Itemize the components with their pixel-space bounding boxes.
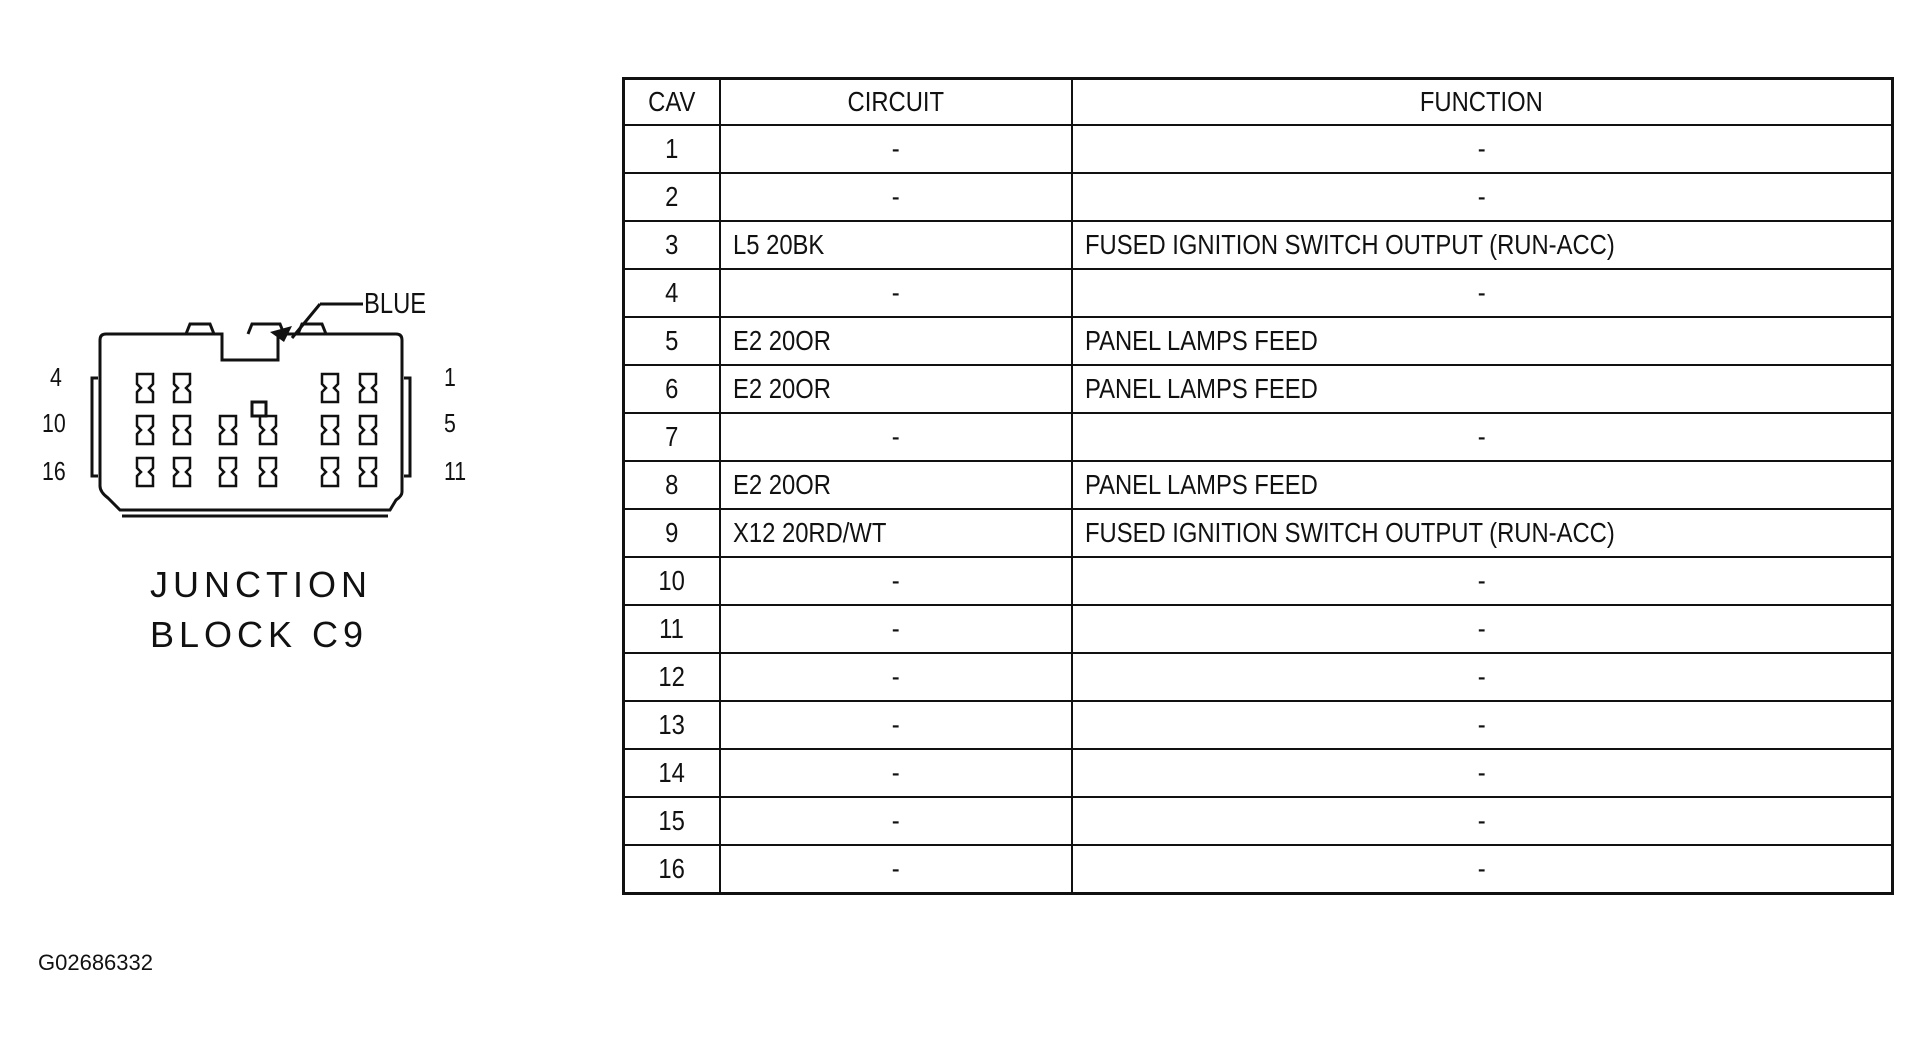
circuit-cell: - [720,701,1072,749]
circuit-cell: - [720,413,1072,461]
table-row [624,269,1893,317]
cav-cell: 6 [624,365,720,413]
circuit-cell: L5 20BK [720,221,1072,269]
cav-cell: 12 [624,653,720,701]
circuit-cell: E2 20OR [720,317,1072,365]
table-row [624,557,1893,605]
table-row [624,605,1893,653]
function-cell: - [1072,797,1893,845]
function-cell: PANEL LAMPS FEED [1072,365,1893,413]
circuit-cell: E2 20OR [720,461,1072,509]
table-row [624,701,1893,749]
connector-title-line2: BLOCK C9 [150,614,369,655]
cav-cell: 3 [624,221,720,269]
table-row [624,509,1893,557]
table-row [624,365,1893,413]
cav-cell: 10 [624,557,720,605]
function-cell: PANEL LAMPS FEED [1072,317,1893,365]
circuit-cell: - [720,557,1072,605]
circuit-cell: - [720,125,1072,173]
cav-cell: 16 [624,845,720,894]
cav-cell: 13 [624,701,720,749]
function-cell: - [1072,557,1893,605]
circuit-cell: - [720,653,1072,701]
cav-cell: 9 [624,509,720,557]
function-cell: - [1072,413,1893,461]
cav-cell: 1 [624,125,720,173]
cav-cell: 11 [624,605,720,653]
function-cell: - [1072,605,1893,653]
connector-drawing [30,280,500,560]
cav-cell: 2 [624,173,720,221]
circuit-cell: - [720,845,1072,894]
table-row [624,125,1893,173]
connector-title-line1: JUNCTION [150,564,372,605]
table-header-row [624,79,1893,126]
function-cell: - [1072,269,1893,317]
pin-label-16: 16 [42,456,66,486]
terminal-cavity [137,374,153,402]
cav-cell: 8 [624,461,720,509]
pin-label-5: 5 [444,408,456,438]
function-cell: FUSED IGNITION SWITCH OUTPUT (RUN-ACC) [1072,509,1893,557]
function-cell: - [1072,845,1893,894]
cav-cell: 7 [624,413,720,461]
terminal-cavity [137,416,153,444]
terminal-cavity [322,374,338,402]
terminal-cavity [137,458,153,486]
left-bracket [92,378,98,476]
function-cell: - [1072,653,1893,701]
function-cell: - [1072,125,1893,173]
terminal-cavity [322,416,338,444]
header-function: FUNCTION [1072,79,1893,126]
header-circuit: CIRCUIT [720,79,1072,126]
cav-cell: 5 [624,317,720,365]
figure-id: G02686332 [38,950,153,975]
circuit-cell: X12 20RD/WT [720,509,1072,557]
terminal-cavity [260,416,276,444]
table-row [624,221,1893,269]
connector-figure [30,280,500,680]
cav-cell: 4 [624,269,720,317]
color-label: BLUE [364,288,427,320]
terminal-cavity [360,416,376,444]
cav-cell: 15 [624,797,720,845]
terminal-cavity [220,458,236,486]
function-cell: FUSED IGNITION SWITCH OUTPUT (RUN-ACC) [1072,221,1893,269]
terminal-cavity [220,416,236,444]
table-row [624,653,1893,701]
table-row [624,413,1893,461]
pinout-table [622,77,1894,895]
function-cell: - [1072,701,1893,749]
function-cell: - [1072,749,1893,797]
terminal-cavity [360,374,376,402]
terminal-cavity [174,458,190,486]
terminal-cavity [322,458,338,486]
circuit-cell: E2 20OR [720,365,1072,413]
table-row [624,461,1893,509]
table-row [624,317,1893,365]
right-bracket [404,378,410,476]
pinout-body [624,125,1893,894]
table-row [624,797,1893,845]
terminal-cavity [174,416,190,444]
table-row [624,845,1893,894]
terminal-cavity [174,374,190,402]
connector-body [100,334,402,510]
circuit-cell: - [720,173,1072,221]
key-square [252,402,266,416]
circuit-cell: - [720,605,1072,653]
connector-title [150,560,372,660]
table-row [624,749,1893,797]
function-cell: PANEL LAMPS FEED [1072,461,1893,509]
circuit-cell: - [720,269,1072,317]
function-cell: - [1072,173,1893,221]
circuit-cell: - [720,749,1072,797]
pin-label-4: 4 [50,362,62,392]
terminal-cavity [360,458,376,486]
pin-label-10: 10 [42,408,66,438]
pin-label-1: 1 [444,362,456,392]
terminal-cavity [260,458,276,486]
cav-cell: 14 [624,749,720,797]
circuit-cell: - [720,797,1072,845]
pin-label-11: 11 [444,456,467,486]
header-cav: CAV [624,79,720,126]
table-row [624,173,1893,221]
